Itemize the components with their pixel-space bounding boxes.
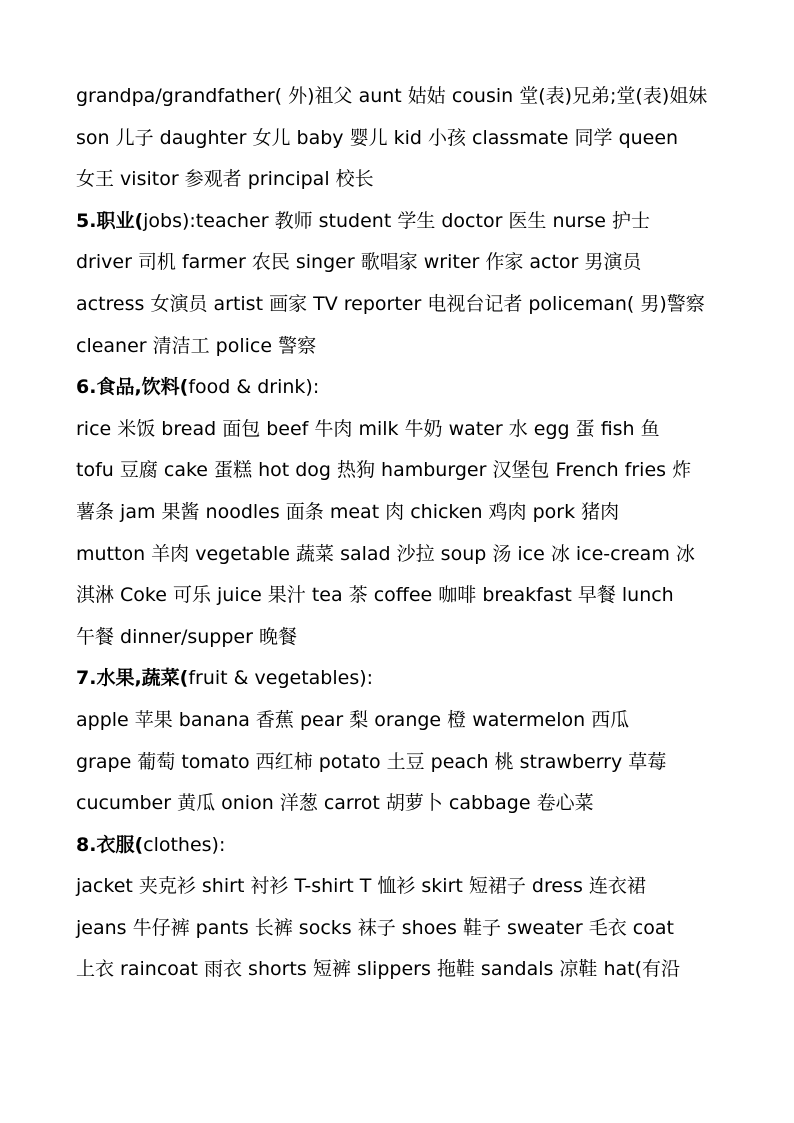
- section-heading-fruit-title: 7.水果,蔬菜(: [76, 667, 189, 690]
- text-line-food-6: 午餐 dinner/supper 晚餐: [76, 625, 297, 648]
- text-line-food-3: 薯条 jam 果酱 noodles 面条 meat 肉 chicken 鸡肉 pork 猪肉: [76, 500, 620, 523]
- section-heading-food: [76, 367, 726, 409]
- section-heading-food-title: 6.食品,饮料(: [76, 376, 189, 399]
- section-heading-jobs-rest: jobs):teacher 教师 student 学生 doctor 医生 nurse 护士: [143, 209, 650, 232]
- text-line-fruit-2: grape 葡萄 tomato 西红柿 potato 土豆 peach 桃 strawberry 草莓: [76, 750, 667, 773]
- text-line-jobs-2: driver 司机 farmer 农民 singer 歌唱家 writer 作家 actor 男演员: [76, 251, 642, 274]
- section-heading-clothes-title: 8.衣服(: [76, 833, 144, 856]
- section-heading-fruit: [76, 658, 726, 700]
- vocabulary-page: [76, 76, 726, 991]
- section-heading-jobs: [76, 201, 726, 243]
- text-line-fruit-3: cucumber 黄瓜 onion 洋葱 carrot 胡萝卜 cabbage 卷心菜: [76, 792, 594, 815]
- text-line-food-1: rice 米饭 bread 面包 beef 牛肉 milk 牛奶 water 水 egg 蛋 fish 鱼: [76, 417, 660, 440]
- section-heading-jobs-title: 5.职业(: [76, 209, 144, 232]
- text-line-jobs-4: cleaner 清洁工 police 警察: [76, 334, 317, 357]
- text-line-family-1: grandpa/grandfather( 外)祖父 aunt 姑姑 cousin 堂(表)兄弟;堂(表)姐妹: [76, 85, 708, 107]
- text-line-food-4: mutton 羊肉 vegetable 蔬菜 salad 沙拉 soup 汤 ice 冰 ice-cream 冰: [76, 542, 695, 565]
- text-line-family-3: 女王 visitor 参观者 principal 校长: [76, 168, 374, 191]
- text-line-food-2: tofu 豆腐 cake 蛋糕 hot dog 热狗 hamburger 汉堡包 French fries 炸: [76, 459, 692, 482]
- text-line-clothes-3: 上衣 raincoat 雨衣 shorts 短裤 slippers 拖鞋 sandals 凉鞋 hat(有沿: [76, 958, 681, 981]
- section-heading-clothes: [76, 825, 726, 867]
- text-line-fruit-1: apple 苹果 banana 香蕉 pear 梨 orange 橙 watermelon 西瓜: [76, 708, 630, 731]
- text-line-jobs-3: actress 女演员 artist 画家 TV reporter 电视台记者 policeman( 男)警察: [76, 292, 705, 315]
- text-line-clothes-2: jeans 牛仔裤 pants 长裤 socks 袜子 shoes 鞋子 sweater 毛衣 coat: [76, 916, 674, 939]
- text-line-food-5: 淇淋 Coke 可乐 juice 果汁 tea 茶 coffee 咖啡 breakfast 早餐 lunch: [76, 584, 674, 607]
- section-heading-food-rest: food & drink):: [188, 376, 320, 399]
- text-line-family-2: son 儿子 daughter 女儿 baby 婴儿 kid 小孩 classmate 同学 queen: [76, 126, 679, 149]
- section-heading-clothes-rest: clothes):: [143, 833, 226, 856]
- section-heading-fruit-rest: fruit & vegetables):: [188, 667, 374, 690]
- text-line-clothes-1: jacket 夹克衫 shirt 衬衫 T-shirt T 恤衫 skirt 短裙子 dress 连衣裙: [76, 875, 646, 898]
